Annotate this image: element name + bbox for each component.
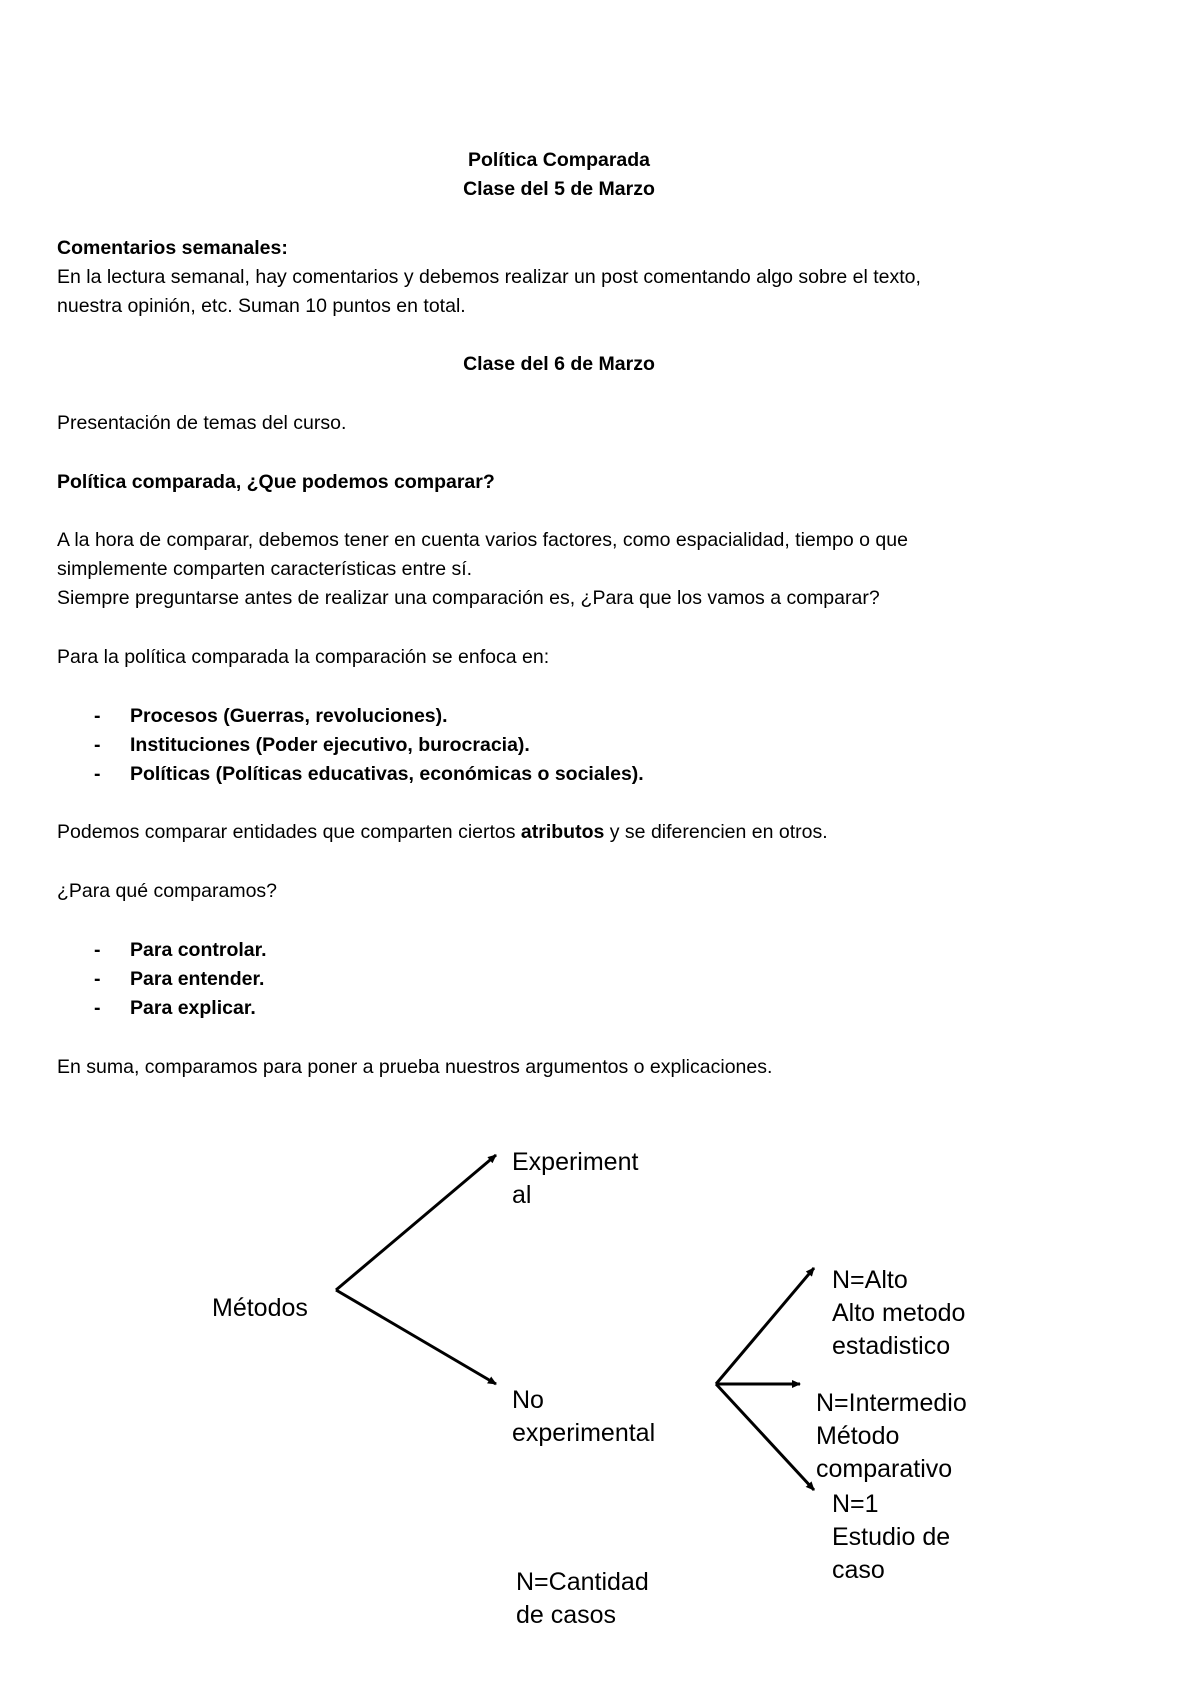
focus-item: Procesos (Guerras, revoluciones).	[130, 705, 448, 727]
bullet-marker: -	[94, 939, 101, 961]
arrow-to-experimental	[336, 1155, 496, 1290]
focus-item: Políticas (Políticas educativas, económicas o sociales).	[130, 763, 644, 785]
page-title: Política Comparada	[467, 149, 651, 171]
label-n-intermedio-line2: Método	[816, 1422, 900, 1450]
paragraph-why-compare: ¿Para qué comparamos?	[57, 880, 278, 902]
paragraph-focus-intro: Para la política comparada la comparación se enfoca en:	[57, 646, 550, 668]
bullet-marker: -	[94, 734, 101, 756]
bullet-marker: -	[94, 968, 101, 990]
paragraph-factors-line1: A la hora de comparar, debemos tener en cuenta varios factores, como espacialidad, tiempo o que	[57, 529, 908, 551]
label-experimental-line2: al	[512, 1181, 532, 1209]
comentarios-heading: Comentarios semanales:	[57, 237, 288, 259]
label-n-cantidad-line2: de casos	[516, 1601, 617, 1629]
paragraph-question: Siempre preguntarse antes de realizar una comparación es, ¿Para que los vamos a comparar?	[57, 587, 880, 609]
label-no-experimental-line1: No	[512, 1386, 544, 1414]
page-subtitle: Clase del 5 de Marzo	[463, 178, 655, 200]
label-n-alto-line3: estadistico	[832, 1332, 951, 1360]
clase6-intro: Presentación de temas del curso.	[57, 412, 347, 434]
paragraph-conclusion: En suma, comparamos para poner a prueba nuestros argumentos o explicaciones.	[57, 1056, 773, 1078]
bullet-marker: -	[94, 705, 101, 727]
bullet-marker: -	[94, 997, 101, 1019]
label-n-cantidad-line1: N=Cantidad	[516, 1568, 649, 1596]
bullet-marker: -	[94, 763, 101, 785]
clase6-heading: Clase del 6 de Marzo	[463, 353, 655, 375]
section-heading: Política comparada, ¿Que podemos comparar?	[57, 471, 495, 493]
arrow-to-no-experimental	[336, 1290, 496, 1384]
purpose-item: Para controlar.	[130, 939, 267, 961]
label-n-1-line2: Estudio de	[832, 1523, 951, 1551]
label-n-alto-line2: Alto metodo	[832, 1299, 966, 1327]
paragraph-factors-line2: simplemente comparten características entre sí.	[57, 558, 473, 580]
focus-item: Instituciones (Poder ejecutivo, burocracia).	[130, 734, 530, 756]
arrow-to-n-alto	[716, 1268, 814, 1384]
label-n-intermedio-line3: comparativo	[816, 1455, 953, 1483]
comentarios-text-line1: En la lectura semanal, hay comentarios y debemos realizar un post comentando algo sobre el texto,	[57, 266, 921, 288]
arrow-to-n-1	[716, 1384, 814, 1490]
label-n-intermedio-line1: N=Intermedio	[816, 1389, 967, 1417]
comentarios-text-line2: nuestra opinión, etc. Suman 10 puntos en total.	[57, 295, 466, 317]
label-metodos: Métodos	[212, 1294, 308, 1322]
label-n-1-line3: caso	[832, 1556, 885, 1584]
label-experimental-line1: Experiment	[512, 1148, 639, 1176]
purpose-item: Para explicar.	[130, 997, 256, 1019]
purpose-item: Para entender.	[130, 968, 265, 990]
label-n-1-line1: N=1	[832, 1490, 879, 1518]
atributos-post: y se diferencien en otros.	[604, 821, 828, 843]
label-n-alto-line1: N=Alto	[832, 1266, 908, 1294]
atributos-pre: Podemos comparar entidades que comparten ciertos	[57, 821, 521, 843]
label-no-experimental-line2: experimental	[512, 1419, 656, 1447]
atributos-bold: atributos	[520, 821, 605, 843]
